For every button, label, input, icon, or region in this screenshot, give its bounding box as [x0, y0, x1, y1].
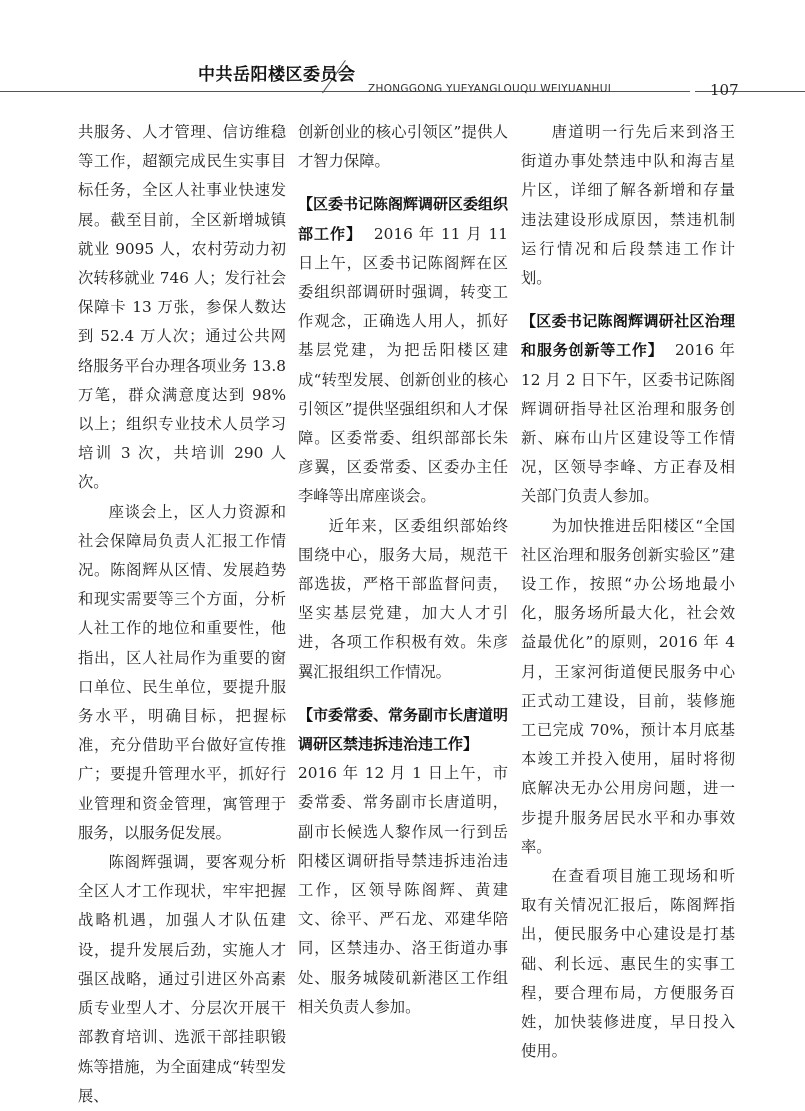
- text-column-1: [78, 118, 286, 1111]
- news-item: [521, 307, 735, 511]
- news-item-heading: 【区委书记陈阁辉调研区委组织部工作】: [298, 195, 509, 243]
- paragraph: 为加快推进岳阳楼区“全国社区治理和服务创新实验区”建设工作，按照“办公场地最小化，服务场所最大化，社会效益最优化”的原则，2016 年 4 月，王家河街道便民服务中心正式动工建设，目前，装修施工已完成 70%，预计本月底基本竣工并投入使用，届时将彻底解决无办公用房问题，进一步提升服务居民水平和办事效率。: [521, 516, 735, 856]
- news-item: [298, 701, 508, 1022]
- page-number: 107: [710, 81, 739, 99]
- section-gap: [298, 176, 508, 190]
- news-item-body: 2016 年 11 月 11 日上午，区委书记陈阁辉在区委组织部调研时强调，转变工作观念，正确选人用人，抓好基层党建，为把岳阳楼区建成“转型发展、创新创业的核心引领区”提供坚强组织和人才保障。区委常委、组织部部长朱彦翼，区委常委、区委办主任李峰等出席座谈会。: [298, 224, 508, 506]
- running-header-title: 中共岳阳楼区委员会: [198, 65, 356, 85]
- text-column-2: [298, 118, 508, 1022]
- news-item-heading: 【区委书记陈阁辉调研社区治理和服务创新等工作】: [521, 312, 735, 360]
- running-header-subtitle: ZHONGGONG YUEYANGLOUQU WEIYUANHUI: [368, 83, 612, 95]
- paragraph: 座谈会上，区人力资源和社会保障局负责人汇报工作情况。陈阁辉从区情、发展趋势和现实需要等三个方面，分析人社工作的地位和重要性，他指出，区人社局作为重要的窗口单位、民生单位，要提升服务水平，明确目标，把握标准，充分借助平台做好宣传推广；要提升管理水平，抓好行业管理和资金管理，寓管理于服务，以服务促发展。: [78, 502, 286, 842]
- news-item-body: 2016 年 12 月 1 日上午，市委常委、常务副市长唐道明，副市长候选人黎作凤一行到岳阳楼区调研指导禁违拆违治违工作，区领导陈阁辉、黄建文、徐平、严石龙、邓建华陪同，区禁违办、洛王街道办事处、服务城陵矶新港区工作组相关负责人参加。: [298, 764, 508, 1016]
- paragraph: 在查看项目施工现场和听取有关情况汇报后，陈阁辉指出，便民服务中心建设是打基础、利长远、惠民生的实事工程，要合理布局，方便服务百姓，加快装修进度，早日投入使用。: [521, 867, 735, 1061]
- news-item-heading: 【市委常委、常务副市长唐道明调研区禁违拆违治违工作】: [298, 705, 509, 754]
- news-item-body: 2016 年 12 月 2 日下午，区委书记陈阁辉调研指导社区治理和服务创新、麻布山片区建设等工作情况，区领导李峰、方正春及相关部门负责人参加。: [521, 341, 735, 506]
- section-gap: [521, 293, 735, 307]
- news-item: [298, 190, 508, 511]
- paragraph: 创新创业的核心引领区”提供人才智力保障。: [298, 123, 508, 171]
- paragraph: 唐道明一行先后来到洛王街道办事处禁违中队和海吉星片区，详细了解各新增和存量违法建设形成原因，禁违机制运行情况和后段禁违工作计划。: [521, 123, 735, 288]
- text-column-3: [521, 118, 735, 1067]
- section-gap: [298, 687, 508, 701]
- paragraph: 陈阁辉强调，要客观分析全区人才工作现状，牢牢把握战略机遇，加强人才队伍建设，提升发展后劲，实施人才强区战略，通过引进区外高素质专业型人才、分层次开展干部教育培训、选派干部挂职锻炼等措施，为全面建成“转型发展、: [78, 853, 286, 1105]
- paragraph: 近年来，区委组织部始终围绕中心，服务大局，规范干部选拔，严格干部监督问责，坚实基层党建，加大人才引进，各项工作积极有效。朱彦翼汇报组织工作情况。: [298, 516, 508, 681]
- paragraph: 共服务、人才管理、信访维稳等工作，超额完成民生实事目标任务，全区人社事业快速发展。截至目前，全区新增城镇就业 9095 人，农村劳动力初次转移就业 746 人；发行社会保障卡 13 万张，参保人数达到 52.4 万人次；通过公共网络服务平台办理各项业务 13.8 万笔，群众满意度达到 98% 以上；组织专业技术人员学习培训 3 次，共培训 290 人次。: [78, 123, 286, 492]
